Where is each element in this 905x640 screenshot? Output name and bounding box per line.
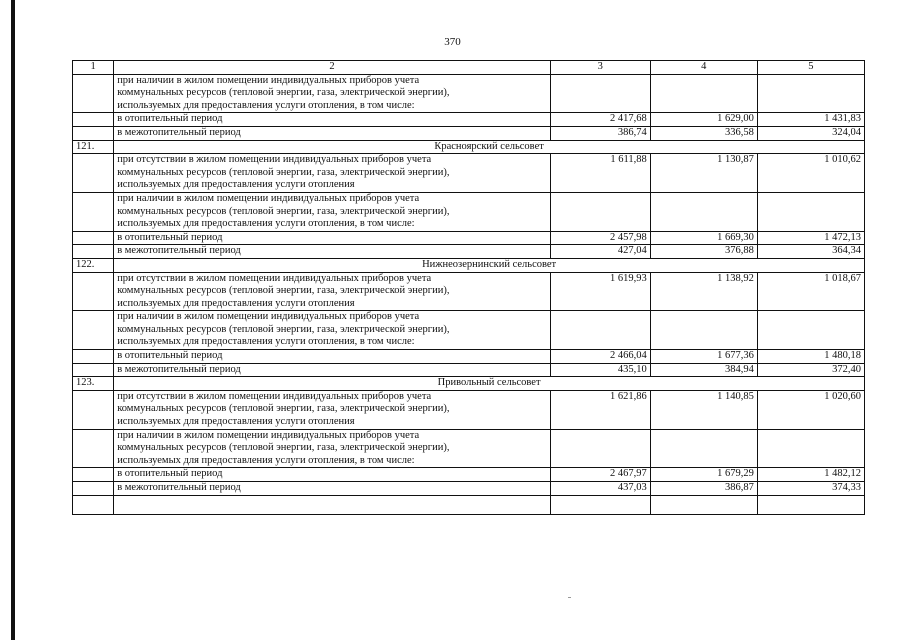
desc-line: используемых для предоставления услуги отопления, в том числе:: [117, 336, 415, 348]
period-label: в отопительный период: [114, 468, 551, 482]
table-row: [73, 390, 865, 429]
table-row: [73, 350, 865, 364]
binding-edge-mark: [11, 0, 15, 640]
value-col-3: 2 457,98: [550, 231, 650, 245]
value-col-3: 2 466,04: [550, 350, 650, 364]
desc-line: при наличии в жилом помещении индивидуальных приборов учета: [117, 74, 420, 86]
value-col-3: 1 621,86: [550, 390, 650, 429]
section-row: [73, 140, 865, 154]
section-number: 122.: [73, 258, 114, 272]
value-col-5: 1 431,83: [757, 113, 864, 127]
header-col-1: 1: [73, 61, 114, 75]
section-row: [73, 377, 865, 391]
desc-cell: [114, 429, 551, 468]
value-col-3: 1 619,93: [550, 272, 650, 311]
desc-line: коммунальных ресурсов (тепловой энергии, газа, электрической энергии),: [117, 323, 450, 335]
header-col-2: 2: [114, 61, 551, 75]
value-col-3: 437,03: [550, 482, 650, 496]
table-row: [73, 245, 865, 259]
value-col-4: 1 140,85: [650, 390, 757, 429]
desc-line: коммунальных ресурсов (тепловой энергии, газа, электрической энергии),: [117, 285, 450, 297]
header-col-5: 5: [757, 61, 864, 75]
table-row: [73, 113, 865, 127]
section-title: Нижнеозернинский сельсовет: [114, 258, 865, 272]
empty-row: [73, 495, 865, 514]
tariff-table: [72, 60, 865, 515]
table-row: [73, 231, 865, 245]
value-col-4: 1 677,36: [650, 350, 757, 364]
desc-line: коммунальных ресурсов (тепловой энергии, газа, электрической энергии),: [117, 205, 450, 217]
section-row: [73, 258, 865, 272]
value-col-4: 336,58: [650, 126, 757, 140]
value-col-4: 1 138,92: [650, 272, 757, 311]
section-title: Красноярский сельсовет: [114, 140, 865, 154]
value-col-4: 1 629,00: [650, 113, 757, 127]
header-row: [73, 61, 865, 75]
value-col-4: 1 679,29: [650, 468, 757, 482]
value-col-5: 364,34: [757, 245, 864, 259]
period-label: в межотопительный период: [114, 363, 551, 377]
value-col-4: 376,88: [650, 245, 757, 259]
value-col-5: 1 020,60: [757, 390, 864, 429]
desc-line: при отсутствии в жилом помещении индивидуальных приборов учета: [117, 154, 432, 166]
value-col-3: 2 467,97: [550, 468, 650, 482]
desc-line: коммунальных ресурсов (тепловой энергии, газа, электрической энергии),: [117, 87, 450, 99]
desc-line: используемых для предоставления услуги отопления: [117, 416, 355, 428]
desc-line: коммунальных ресурсов (тепловой энергии, газа, электрической энергии),: [117, 442, 450, 454]
desc-cell: [114, 272, 551, 311]
section-title: Привольный сельсовет: [114, 377, 865, 391]
value-col-5: 374,33: [757, 482, 864, 496]
value-col-5: 1 480,18: [757, 350, 864, 364]
value-col-5: 1 018,67: [757, 272, 864, 311]
desc-line: используемых для предоставления услуги отопления, в том числе:: [117, 218, 415, 230]
desc-line: при наличии в жилом помещении индивидуальных приборов учета: [117, 311, 420, 323]
value-col-4: 1 669,30: [650, 231, 757, 245]
table-row: [73, 482, 865, 496]
desc-line: используемых для предоставления услуги отопления: [117, 179, 355, 191]
table-row: [73, 429, 865, 468]
table-row: [73, 363, 865, 377]
desc-line: используемых для предоставления услуги отопления, в том числе:: [117, 99, 415, 111]
desc-line: при отсутствии в жилом помещении индивидуальных приборов учета: [117, 390, 432, 402]
value-col-5: 324,04: [757, 126, 864, 140]
section-number: 121.: [73, 140, 114, 154]
value-col-5: 1 482,12: [757, 468, 864, 482]
desc-line: при наличии в жилом помещении индивидуальных приборов учета: [117, 192, 420, 204]
period-label: в межотопительный период: [114, 126, 551, 140]
value-col-4: 384,94: [650, 363, 757, 377]
value-col-5: 372,40: [757, 363, 864, 377]
period-label: в отопительный период: [114, 113, 551, 127]
desc-line: при наличии в жилом помещении индивидуальных приборов учета: [117, 429, 420, 441]
period-label: в отопительный период: [114, 350, 551, 364]
header-col-4: 4: [650, 61, 757, 75]
desc-line: используемых для предоставления услуги отопления: [117, 297, 355, 309]
table-row: [73, 192, 865, 231]
table-row: [73, 468, 865, 482]
table-row: [73, 74, 865, 113]
value-col-3: 2 417,68: [550, 113, 650, 127]
table-row: [73, 311, 865, 350]
period-label: в межотопительный период: [114, 245, 551, 259]
value-col-3: 435,10: [550, 363, 650, 377]
period-label: в межотопительный период: [114, 482, 551, 496]
table-row: [73, 154, 865, 193]
table-row: [73, 126, 865, 140]
value-col-5: 1 472,13: [757, 231, 864, 245]
header-col-3: 3: [550, 61, 650, 75]
value-col-3: 427,04: [550, 245, 650, 259]
value-col-4: 1 130,87: [650, 154, 757, 193]
table-row: [73, 272, 865, 311]
desc-cell: [114, 74, 551, 113]
desc-line: коммунальных ресурсов (тепловой энергии, газа, электрической энергии),: [117, 403, 450, 415]
section-number: 123.: [73, 377, 114, 391]
desc-cell: [114, 390, 551, 429]
desc-cell: [114, 192, 551, 231]
scan-speck: [568, 597, 571, 598]
value-col-3: 386,74: [550, 126, 650, 140]
desc-cell: [114, 311, 551, 350]
desc-line: коммунальных ресурсов (тепловой энергии, газа, электрической энергии),: [117, 166, 450, 178]
value-col-3: 1 611,88: [550, 154, 650, 193]
period-label: в отопительный период: [114, 231, 551, 245]
desc-cell: [114, 154, 551, 193]
value-col-5: 1 010,62: [757, 154, 864, 193]
desc-line: при отсутствии в жилом помещении индивидуальных приборов учета: [117, 272, 432, 284]
value-col-4: 386,87: [650, 482, 757, 496]
desc-line: используемых для предоставления услуги отопления, в том числе:: [117, 454, 415, 466]
page-number: 370: [444, 36, 461, 48]
